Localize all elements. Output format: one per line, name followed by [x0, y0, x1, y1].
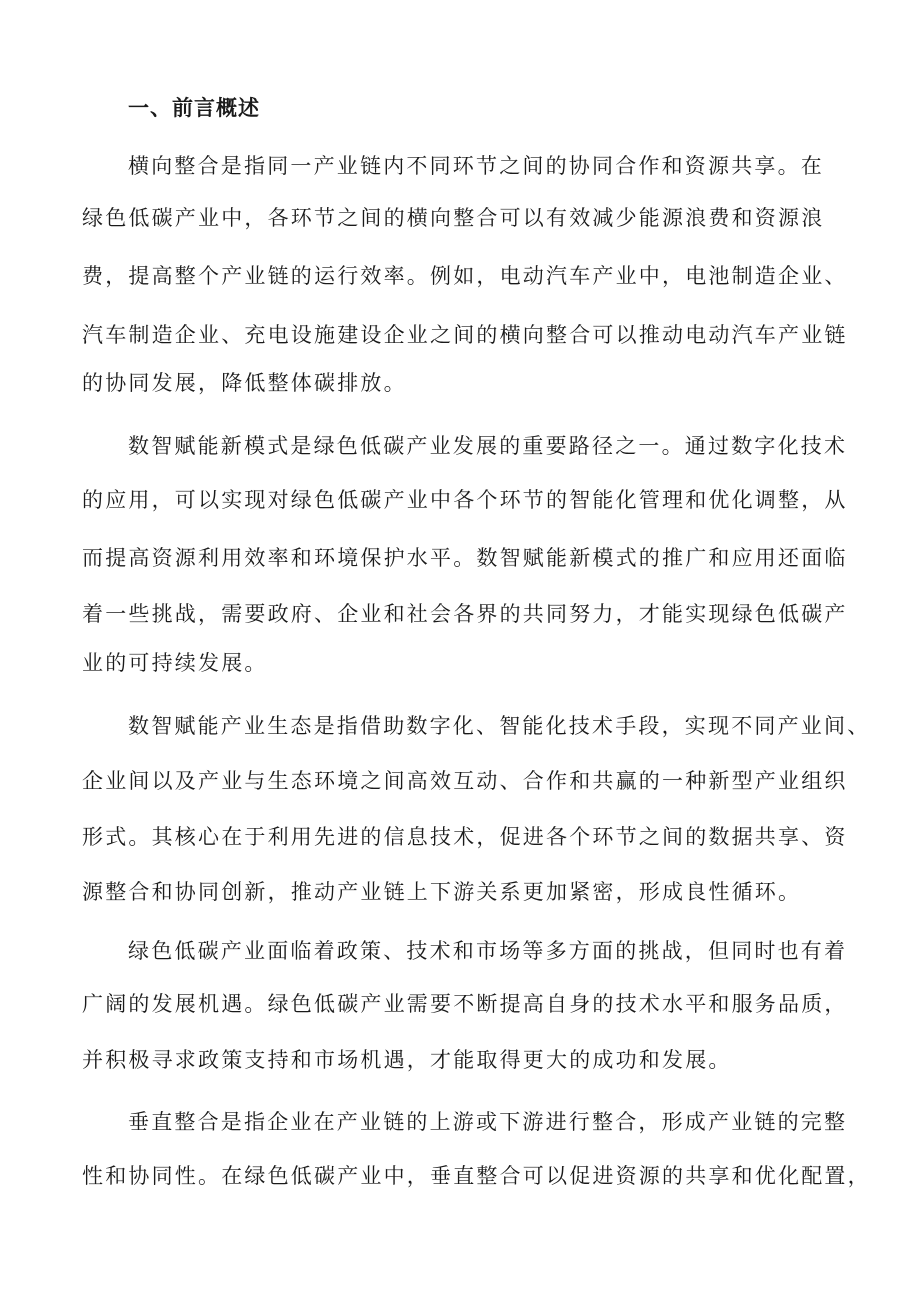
paragraph-1-line-5: 的协同发展，降低整体碳排放。: [82, 371, 407, 395]
paragraph-5-line-2: 性和协同性。在绿色低碳产业中，垂直整合可以促进资源的共享和优化配置，: [82, 1164, 871, 1188]
paragraph-3-line-4: 源整合和协同创新，推动产业链上下游关系更加紧密，形成良性循环。: [82, 880, 802, 904]
paragraph-4-line-1: 绿色低碳产业面临着政策、技术和市场等多方面的挑战，但同时也有着: [128, 939, 848, 963]
section-heading: 一、前言概述: [128, 95, 260, 120]
paragraph-1-line-2: 绿色低碳产业中，各环节之间的横向整合可以有效减少能源浪费和资源浪: [82, 206, 825, 230]
paragraph-3-line-2: 企业间以及产业与生态环境之间高效互动、合作和共赢的一种新型产业组织: [82, 769, 848, 793]
paragraph-1-line-1: 横向整合是指同一产业链内不同环节之间的协同合作和资源共享。在: [128, 154, 824, 178]
paragraph-2-line-4: 着一些挑战，需要政府、企业和社会各界的共同努力，才能实现绿色低碳产: [82, 602, 848, 626]
paragraph-1-line-4: 汽车制造企业、充电设施建设企业之间的横向整合可以推动电动汽车产业链: [82, 323, 848, 347]
paragraph-2-line-1: 数智赋能新模式是绿色低碳产业发展的重要路径之一。通过数字化技术: [128, 434, 848, 458]
paragraph-4-line-3: 并积极寻求政策支持和市场机遇，才能取得更大的成功和发展。: [82, 1048, 732, 1072]
paragraph-2-line-3: 而提高资源利用效率和环境保护水平。数智赋能新模式的推广和应用还面临: [82, 546, 848, 570]
paragraph-2-line-5: 业的可持续发展。: [82, 651, 268, 675]
paragraph-3-line-1: 数智赋能产业生态是指借助数字化、智能化技术手段，实现不同产业间、: [128, 714, 871, 738]
paragraph-3-line-3: 形式。其核心在于利用先进的信息技术，促进各个环节之间的数据共享、资: [82, 825, 848, 849]
paragraph-2-line-2: 的应用，可以实现对绿色低碳产业中各个环节的智能化管理和优化调整，从: [82, 488, 848, 512]
paragraph-4-line-2: 广阔的发展机遇。绿色低碳产业需要不断提高自身的技术水平和服务品质，: [82, 992, 848, 1016]
paragraph-1-line-3: 费，提高整个产业链的运行效率。例如，电动汽车产业中，电池制造企业、: [82, 264, 848, 288]
paragraph-5-line-1: 垂直整合是指企业在产业链的上游或下游进行整合，形成产业链的完整: [128, 1110, 848, 1134]
